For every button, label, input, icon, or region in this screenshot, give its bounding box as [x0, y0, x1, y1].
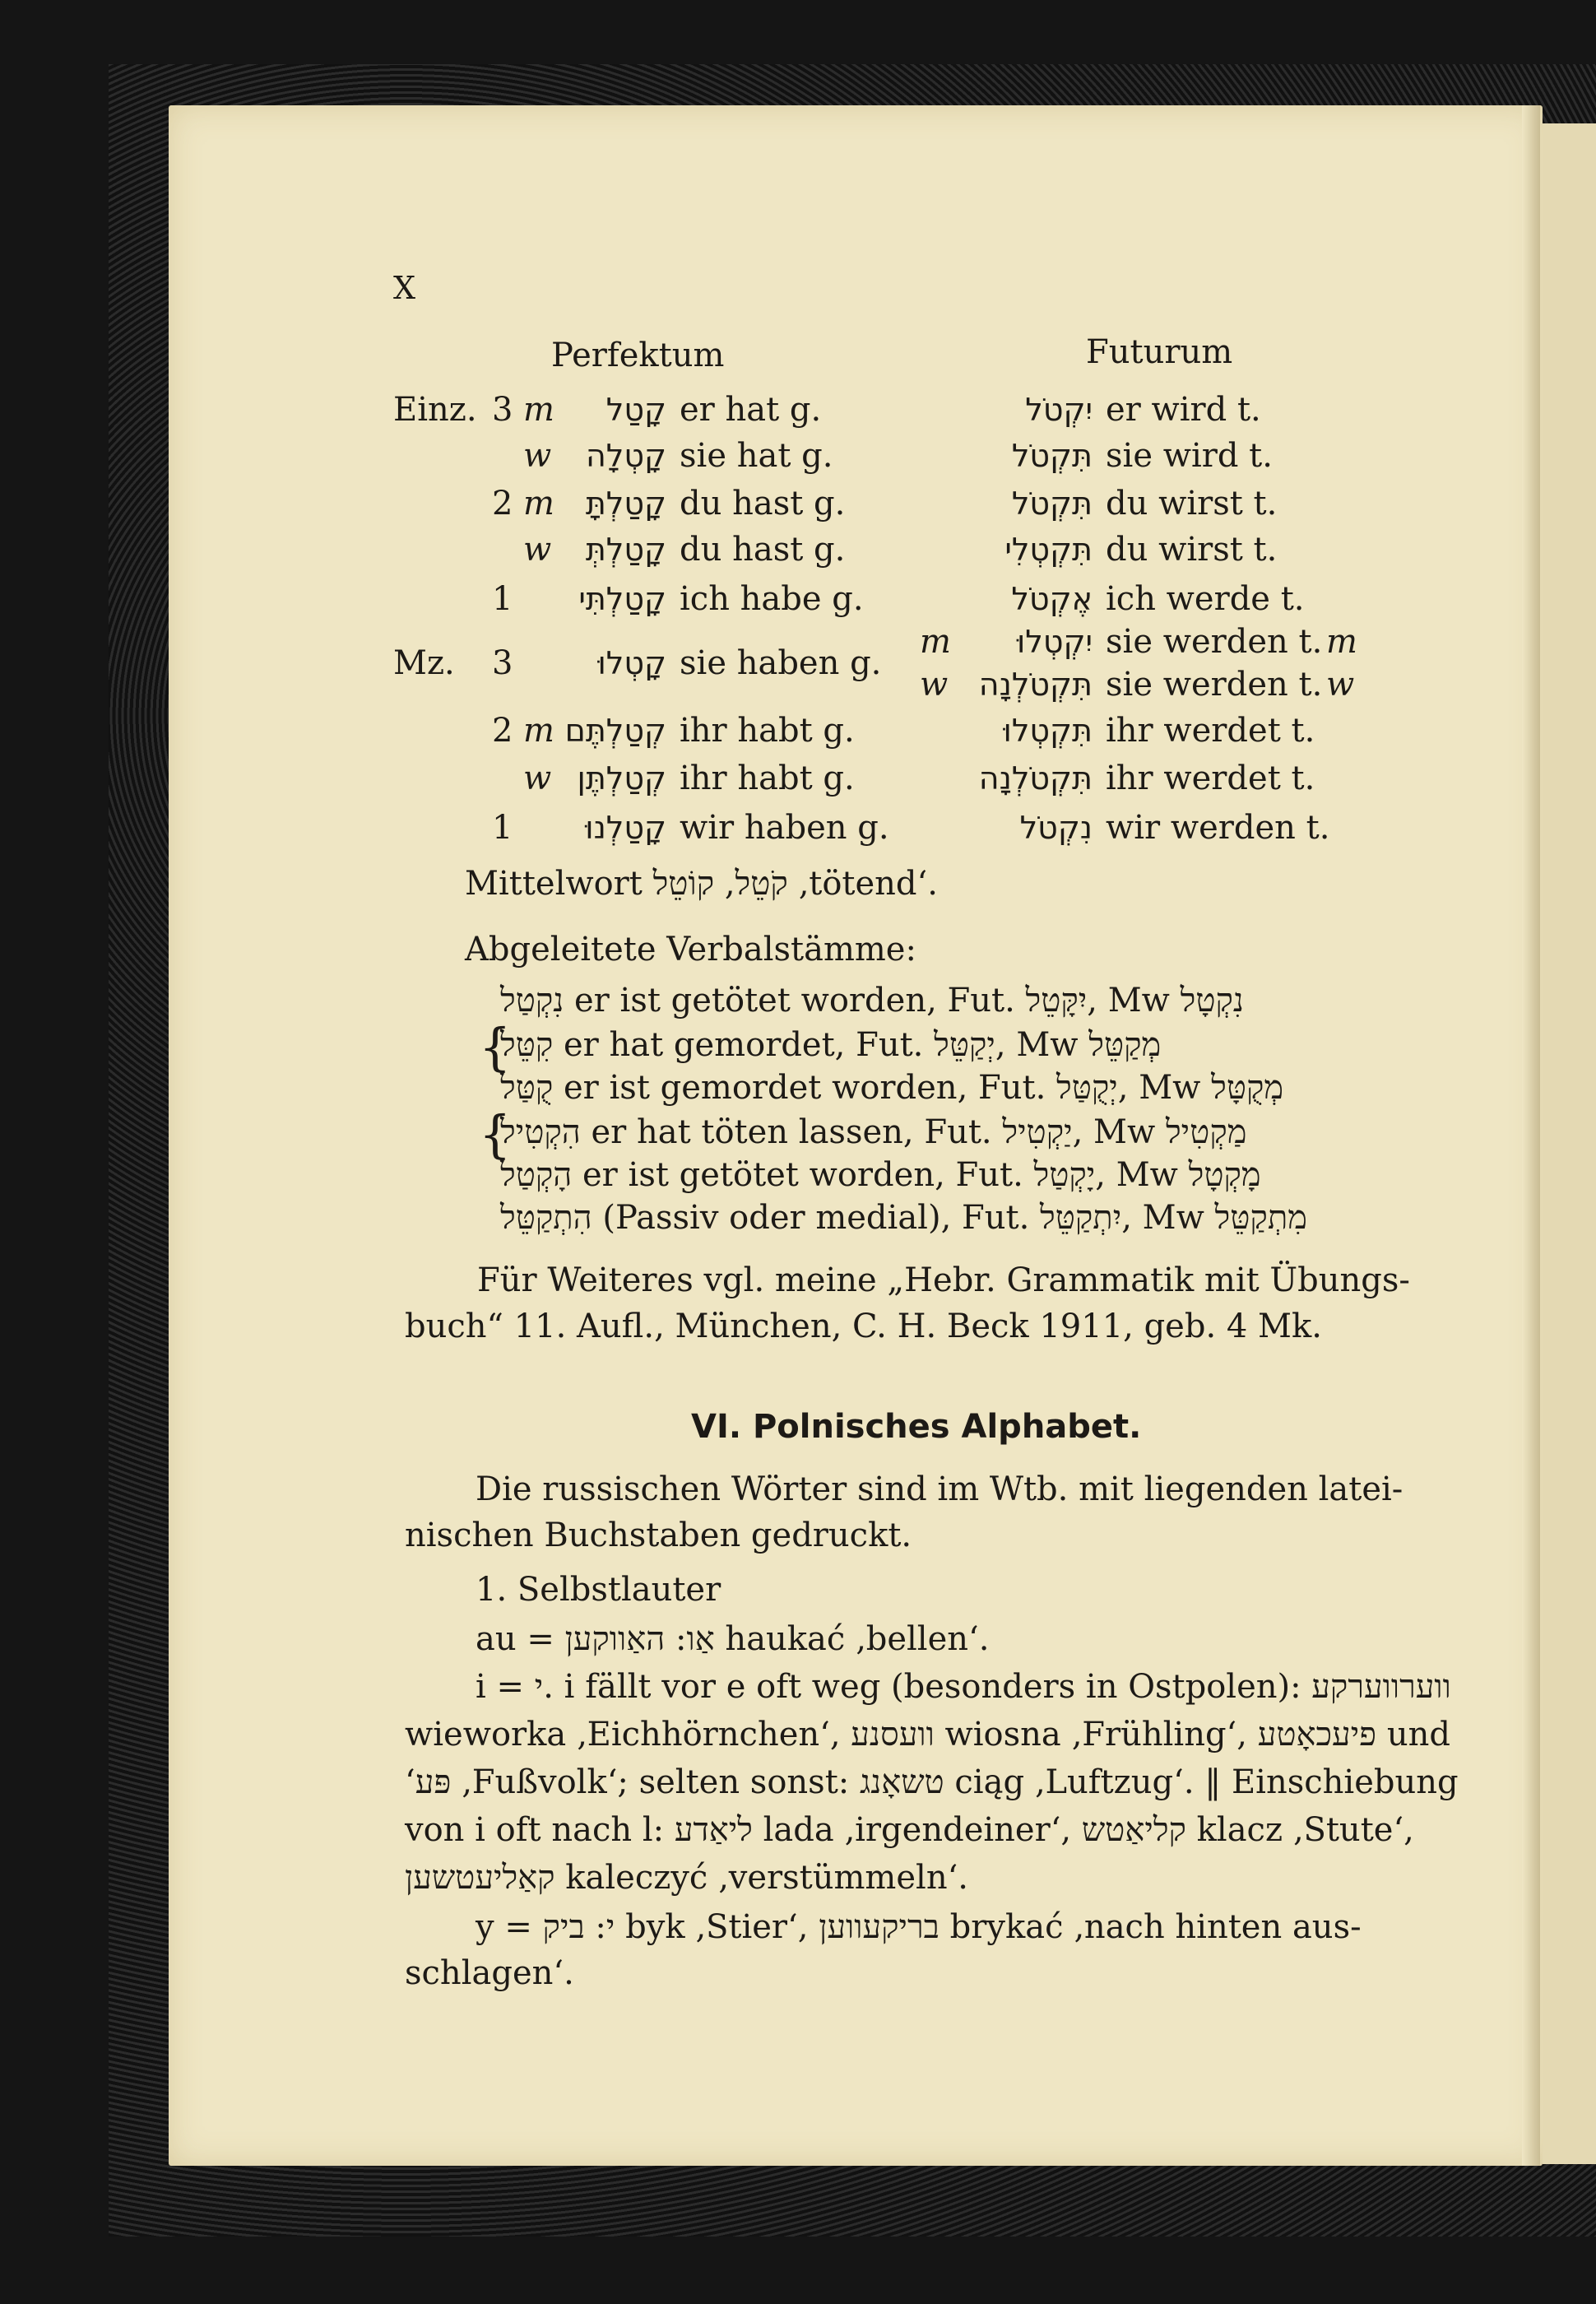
perfect-translation: sie haben g.: [680, 644, 882, 682]
heading-perfektum: Perfektum: [551, 337, 725, 374]
perfect-translation: er hat g.: [680, 391, 822, 429]
brace-piel: {: [479, 1017, 512, 1077]
future-hebrew-form: תִּקְטֹל: [1011, 485, 1093, 522]
heading-futurum: Futurum: [1086, 333, 1233, 371]
future-translation: er wird t.: [1106, 391, 1261, 429]
future-gender-right: w: [1326, 666, 1355, 704]
vowel-rule-line: i = י. i fällt vor e oft weg (besonders in Ostpolen): ווערווערקע: [476, 1668, 1451, 1706]
stems-title: Abgeleitete Verbalstämme:: [465, 931, 916, 969]
vowel-rule-line: ‘פּע ‚Fußvolk‘; selten sonst: טשאָנג ciąg ‚Luftzug‘. ‖ Einschiebung: [405, 1763, 1459, 1801]
row-person-number: 3: [492, 644, 513, 682]
future-translation: ihr werdet t.: [1106, 712, 1315, 750]
future-translation: ich werde t.: [1106, 580, 1305, 618]
stem-line: נִקְטַל er ist getötet worden, Fut. יִקָּטֵל, Mw נִקְטָל: [500, 982, 1244, 1020]
future-translation: sie werden t.: [1106, 666, 1323, 704]
perfect-translation: du hast g.: [680, 531, 846, 569]
future-hebrew-form: תִּקְטְלִי: [1004, 532, 1093, 568]
vowel-rule-line: von i oft nach l: ליאַדע lada ‚irgendeiner‘, קליאַטש klacz ‚Stute‘,: [405, 1811, 1414, 1849]
future-hebrew-form: תִּקְטְלוּ: [1003, 713, 1093, 749]
row-person-number: 1: [492, 580, 513, 618]
perfect-translation: du hast g.: [680, 485, 846, 523]
vowel-rule-line: wieworka ‚Eichhörnchen‘, וועסנע wiosna ‚Frühling‘, פיעכאָטע und: [405, 1716, 1450, 1754]
perfect-translation: sie hat g.: [680, 437, 833, 475]
perfect-hebrew-form: קְטַלְתֶּם: [564, 713, 666, 749]
future-translation: sie wird t.: [1106, 437, 1273, 475]
future-translation: ihr werdet t.: [1106, 759, 1315, 797]
section-intro-2: nischen Buchstaben gedruckt.: [405, 1517, 912, 1554]
page-gutter: [1522, 105, 1540, 2166]
vowel-rule-line: קאַליעטשען kaleczyć ‚verstümmeln‘.: [405, 1859, 969, 1897]
page-number: X: [393, 270, 416, 306]
future-translation: du wirst t.: [1106, 531, 1278, 569]
future-gender-left: m: [920, 623, 951, 661]
future-hebrew-form: תִּקְטֹלְנָה: [978, 667, 1093, 703]
row-person-number: 2: [492, 485, 513, 523]
reference-line-2: buch“ 11. Aufl., München, C. H. Beck 1911, geb. 4 Mk.: [405, 1308, 1322, 1345]
row-gender: m: [523, 485, 554, 523]
future-gender-left: w: [920, 666, 949, 704]
perfect-hebrew-form: קָטְלָה: [585, 438, 666, 474]
perfect-translation: ihr habt g.: [680, 759, 855, 797]
perfect-hebrew-form: קָטַלְנוּ: [585, 810, 666, 846]
vowel-rule-line: schlagen‘.: [405, 1954, 574, 1992]
future-translation: sie werden t.: [1106, 623, 1323, 661]
stem-line: קֻטַּל er ist gemordet worden, Fut. יְקֻטַּל, Mw מְקֻטָּל: [500, 1069, 1284, 1107]
future-hebrew-form: נִקְטֹל: [1019, 810, 1093, 846]
row-group-label: Einz.: [393, 391, 477, 429]
perfect-hebrew-form: קָטַלְתָּ: [585, 485, 666, 522]
vowel-rule-line: au = אַו: האַווקען haukać ‚bellen‘.: [476, 1620, 990, 1658]
row-person-number: 1: [492, 809, 513, 847]
vowel-rule-line: y = י: ביק byk ‚Stier‘, בריקעווען brykać ‚nach hinten aus-: [476, 1908, 1362, 1946]
subheading-selbstlauter: 1. Selbstlauter: [476, 1571, 721, 1609]
perfect-hebrew-form: קָטַלְתִּי: [578, 581, 666, 617]
perfect-translation: ihr habt g.: [680, 712, 855, 750]
row-group-label: Mz.: [393, 644, 455, 682]
row-gender: m: [523, 712, 554, 750]
reference-line-1: Für Weiteres vgl. meine „Hebr. Grammatik mit Übungs-: [477, 1261, 1410, 1299]
future-hebrew-form: תִּקְטֹל: [1011, 438, 1093, 474]
stem-line: הִתְקַטֵּל (Passiv oder medial), Fut. יִתְקַטֵּל, Mw מִתְקַטֵּל: [500, 1199, 1307, 1237]
perfect-hebrew-form: קָטְלוּ: [597, 645, 666, 681]
section-title: VI. Polnisches Alphabet.: [691, 1408, 1142, 1446]
stem-line: הָקְטַל er ist getötet worden, Fut. יָקְטַל, Mw מָקְטָל: [500, 1156, 1261, 1194]
row-person-number: 2: [492, 712, 513, 750]
future-translation: wir werden t.: [1106, 809, 1330, 847]
perfect-translation: wir haben g.: [680, 809, 889, 847]
facing-page-edge: [1543, 123, 1596, 2164]
stem-line: קִטֵּל er hat gemordet, Fut. יְקַטֵּל, Mw מְקַטֵּל: [500, 1026, 1162, 1064]
stem-line: הִקְטִיל er hat töten lassen, Fut. יַקְטִיל, Mw מַקְטִיל: [500, 1113, 1247, 1151]
future-gender-right: m: [1326, 623, 1357, 661]
row-gender: w: [523, 759, 552, 797]
perfect-hebrew-form: קְטַלְתֶּן: [577, 760, 666, 797]
row-gender: m: [523, 391, 554, 429]
perfect-translation: ich habe g.: [680, 580, 864, 618]
perfect-hebrew-form: קָטַלְתְּ: [585, 532, 666, 568]
future-hebrew-form: תִּקְטֹלְנָה: [978, 760, 1093, 797]
future-translation: du wirst t.: [1106, 485, 1278, 523]
row-gender: w: [523, 437, 552, 475]
section-intro-1: Die russischen Wörter sind im Wtb. mit liegenden latei-: [476, 1470, 1403, 1508]
row-person-number: 3: [492, 391, 513, 429]
future-hebrew-form: אֶקְטֹל: [1011, 581, 1093, 617]
row-gender: w: [523, 531, 552, 569]
perfect-hebrew-form: קָטַל: [605, 392, 666, 428]
future-hebrew-form: יִקְטְלוּ: [1016, 624, 1093, 660]
future-hebrew-form: יִקְטֹל: [1025, 392, 1093, 428]
participle-line: Mittelwort קֹטֵל, קוֹטֵל ‚tötend‘.: [465, 865, 938, 903]
brace-hiphil: {: [479, 1104, 512, 1164]
